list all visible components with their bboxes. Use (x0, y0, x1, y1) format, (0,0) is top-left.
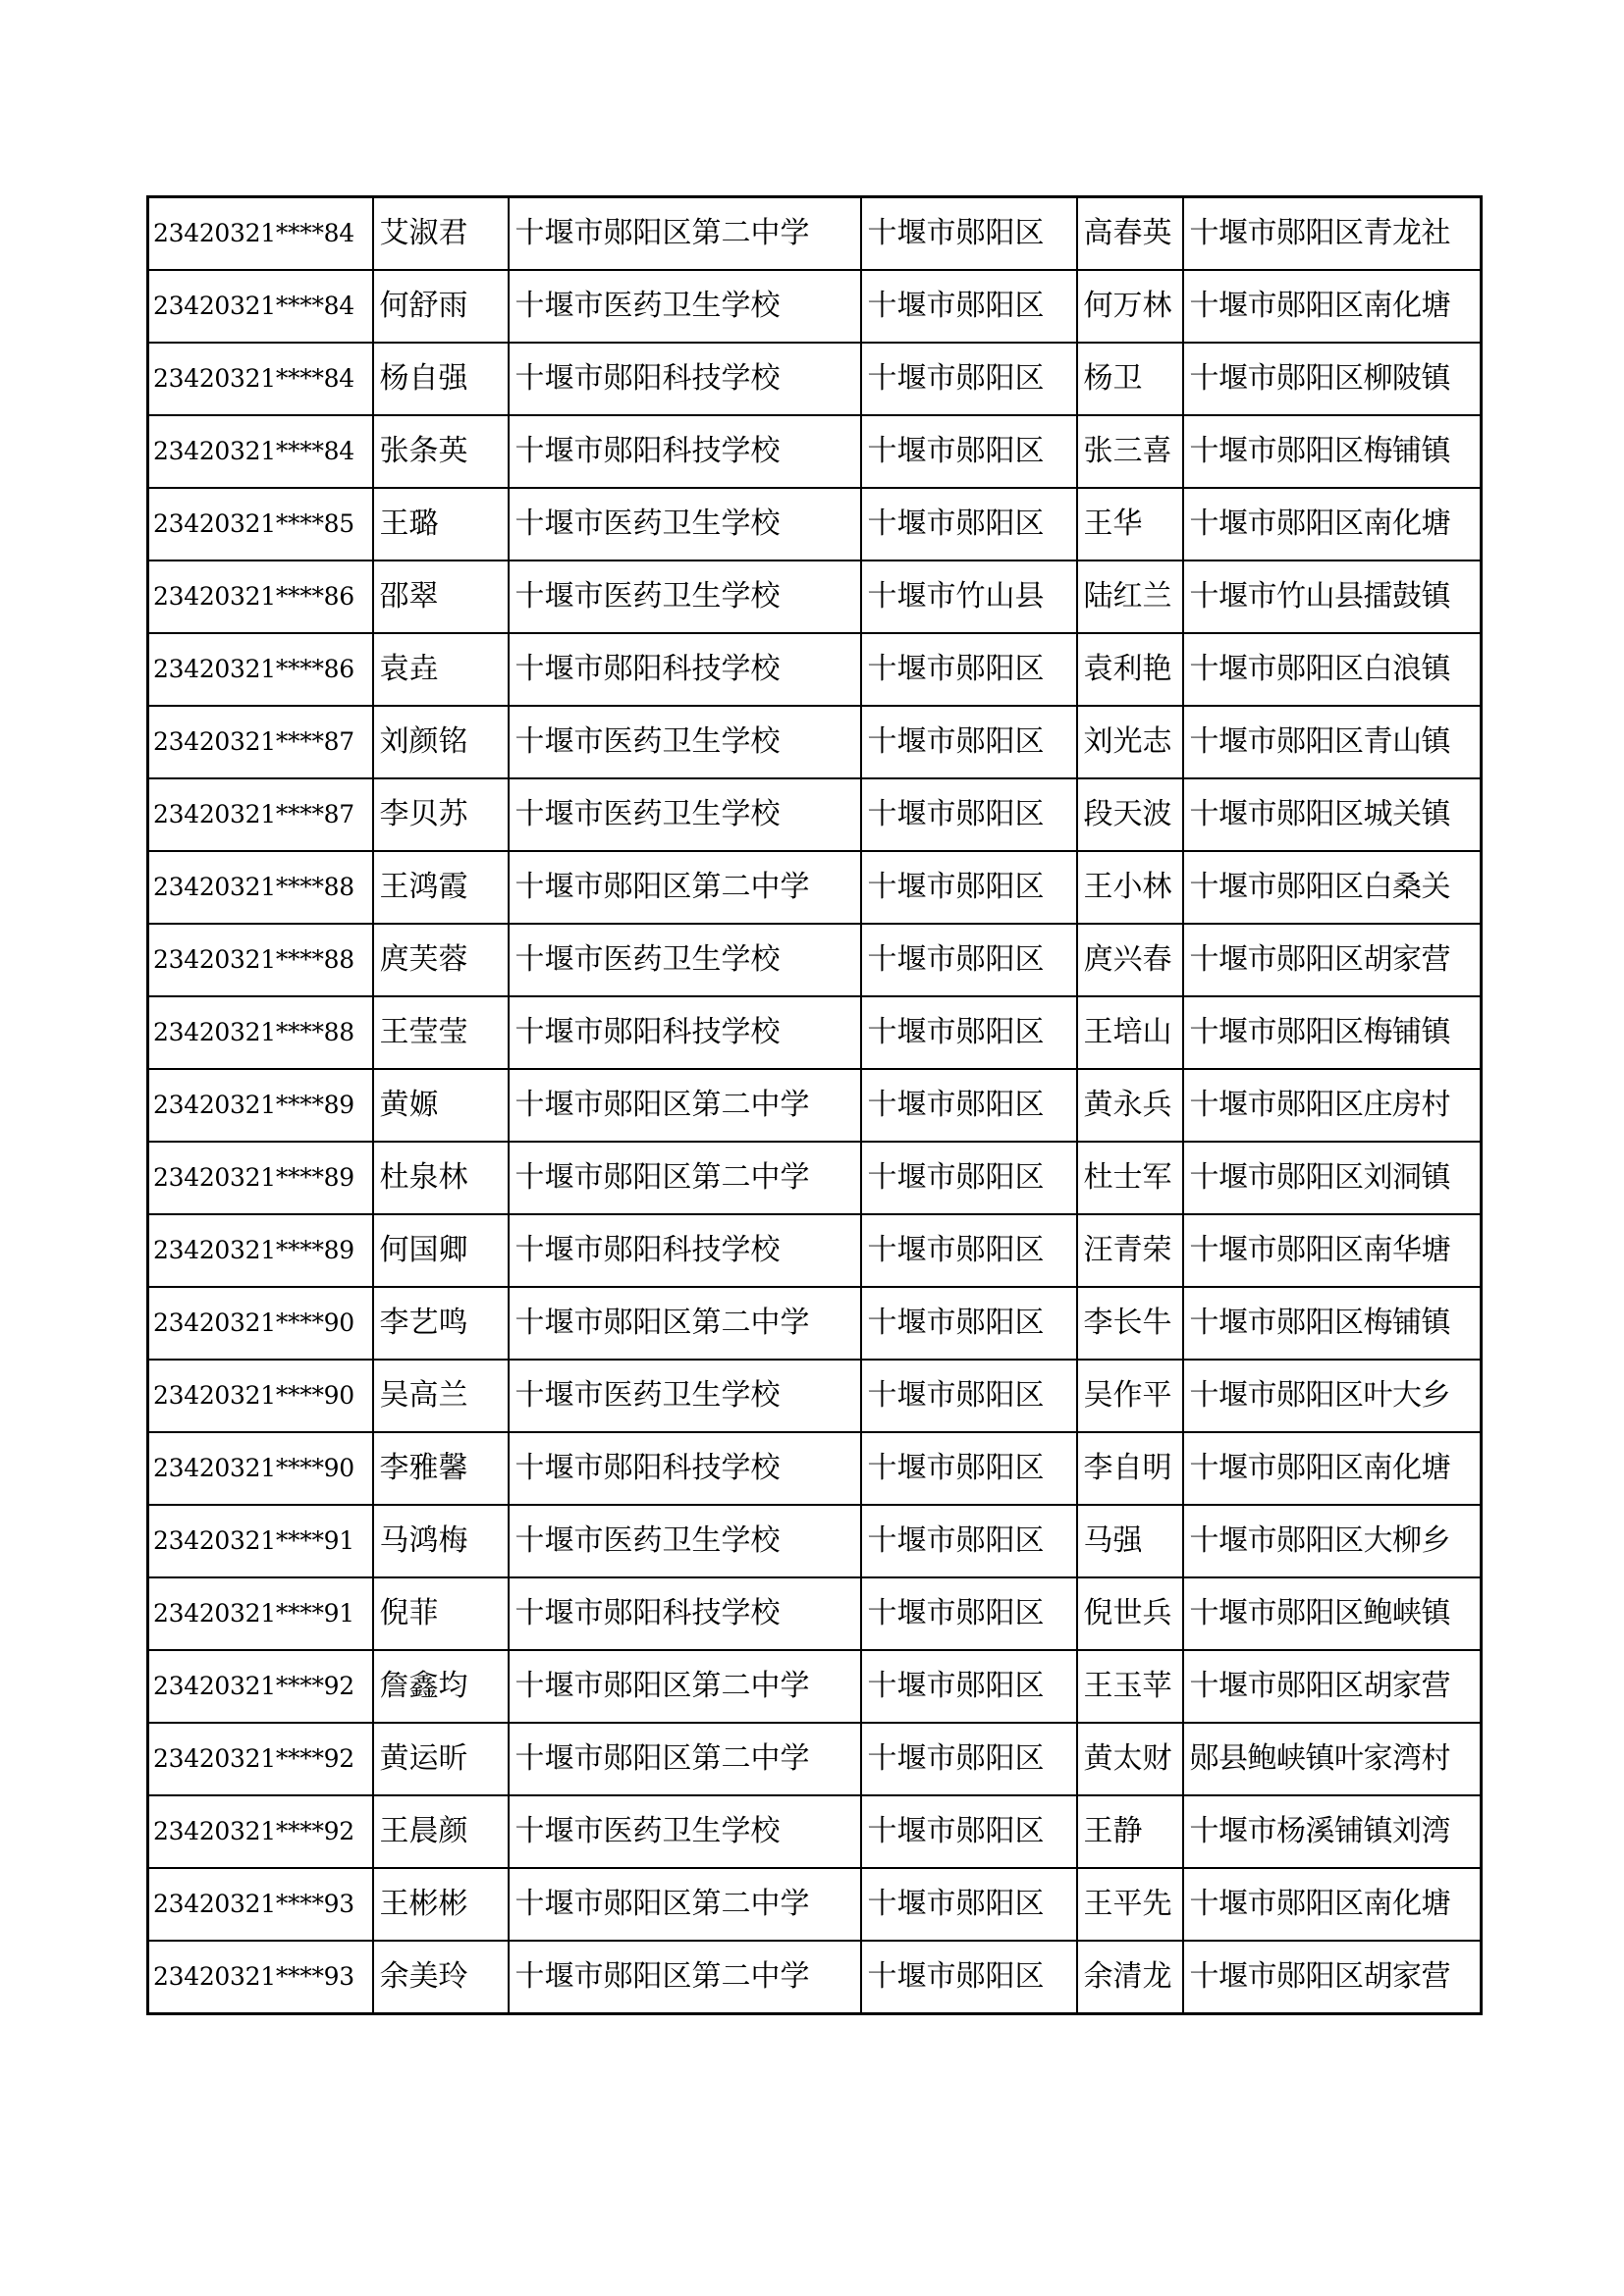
region-cell: 十堰市郧阳区 (861, 851, 1077, 924)
address-cell: 十堰市郧阳区鲍峡镇 (1183, 1577, 1482, 1650)
guardian-name-cell: 王小林 (1077, 851, 1183, 924)
id-number-cell: 23420321****88 (148, 851, 373, 924)
address-cell: 十堰市郧阳区南化塘 (1183, 488, 1482, 561)
table-row (148, 561, 1482, 633)
id-number-cell: 23420321****87 (148, 706, 373, 778)
table-row (148, 633, 1482, 706)
region-cell: 十堰市郧阳区 (861, 1432, 1077, 1505)
student-name-cell: 王莹莹 (373, 996, 509, 1069)
id-number-cell: 23420321****89 (148, 1142, 373, 1214)
region-cell: 十堰市郧阳区 (861, 1868, 1077, 1941)
guardian-name-cell: 段天波 (1077, 778, 1183, 851)
region-cell: 十堰市郧阳区 (861, 1360, 1077, 1432)
student-name-cell: 杜泉林 (373, 1142, 509, 1214)
table-body (148, 197, 1482, 2014)
student-name-cell: 李雅馨 (373, 1432, 509, 1505)
region-cell: 十堰市郧阳区 (861, 1505, 1077, 1577)
guardian-name-cell: 杜士军 (1077, 1142, 1183, 1214)
region-cell: 十堰市郧阳区 (861, 1069, 1077, 1142)
region-cell: 十堰市郧阳区 (861, 1287, 1077, 1360)
region-cell: 十堰市郧阳区 (861, 1723, 1077, 1795)
school-cell: 十堰市郧阳科技学校 (509, 343, 861, 415)
school-cell: 十堰市郧阳区第二中学 (509, 1868, 861, 1941)
school-cell: 十堰市医药卫生学校 (509, 488, 861, 561)
id-number-cell: 23420321****90 (148, 1287, 373, 1360)
id-number-cell: 23420321****89 (148, 1214, 373, 1287)
region-cell: 十堰市郧阳区 (861, 996, 1077, 1069)
student-name-cell: 王晨颜 (373, 1795, 509, 1868)
table-row (148, 343, 1482, 415)
guardian-name-cell: 倪世兵 (1077, 1577, 1183, 1650)
school-cell: 十堰市医药卫生学校 (509, 1505, 861, 1577)
region-cell: 十堰市郧阳区 (861, 1795, 1077, 1868)
student-name-cell: 王鸿霞 (373, 851, 509, 924)
student-name-cell: 杨自强 (373, 343, 509, 415)
address-cell: 十堰市郧阳区胡家营 (1183, 924, 1482, 996)
table-row (148, 1142, 1482, 1214)
school-cell: 十堰市医药卫生学校 (509, 706, 861, 778)
student-name-cell: 庹芙蓉 (373, 924, 509, 996)
school-cell: 十堰市郧阳区第二中学 (509, 197, 861, 271)
student-name-cell: 余美玲 (373, 1941, 509, 2014)
table-row (148, 996, 1482, 1069)
student-name-cell: 詹鑫均 (373, 1650, 509, 1723)
school-cell: 十堰市郧阳科技学校 (509, 1214, 861, 1287)
student-name-cell: 艾淑君 (373, 197, 509, 271)
guardian-name-cell: 王静 (1077, 1795, 1183, 1868)
student-name-cell: 黄嫄 (373, 1069, 509, 1142)
region-cell: 十堰市郧阳区 (861, 778, 1077, 851)
region-cell: 十堰市郧阳区 (861, 924, 1077, 996)
table-row (148, 1577, 1482, 1650)
school-cell: 十堰市郧阳科技学校 (509, 415, 861, 488)
guardian-name-cell: 黄太财 (1077, 1723, 1183, 1795)
address-cell: 十堰市郧阳区白浪镇 (1183, 633, 1482, 706)
school-cell: 十堰市医药卫生学校 (509, 270, 861, 343)
region-cell: 十堰市郧阳区 (861, 1650, 1077, 1723)
region-cell: 十堰市郧阳区 (861, 1941, 1077, 2014)
guardian-name-cell: 王平先 (1077, 1868, 1183, 1941)
table-row (148, 1505, 1482, 1577)
id-number-cell: 23420321****86 (148, 561, 373, 633)
table-row (148, 1650, 1482, 1723)
table-row (148, 706, 1482, 778)
school-cell: 十堰市医药卫生学校 (509, 924, 861, 996)
region-cell: 十堰市郧阳区 (861, 415, 1077, 488)
guardian-name-cell: 王华 (1077, 488, 1183, 561)
address-cell: 十堰市郧阳区城关镇 (1183, 778, 1482, 851)
school-cell: 十堰市郧阳科技学校 (509, 1577, 861, 1650)
address-cell: 十堰市郧阳区叶大乡 (1183, 1360, 1482, 1432)
school-cell: 十堰市郧阳科技学校 (509, 996, 861, 1069)
address-cell: 十堰市郧阳区梅铺镇 (1183, 1287, 1482, 1360)
guardian-name-cell: 马强 (1077, 1505, 1183, 1577)
table-row (148, 924, 1482, 996)
school-cell: 十堰市医药卫生学校 (509, 1360, 861, 1432)
table-row (148, 1941, 1482, 2014)
address-cell: 十堰市郧阳区胡家营 (1183, 1941, 1482, 2014)
region-cell: 十堰市郧阳区 (861, 270, 1077, 343)
id-number-cell: 23420321****84 (148, 343, 373, 415)
address-cell: 十堰市郧阳区青山镇 (1183, 706, 1482, 778)
region-cell: 十堰市郧阳区 (861, 633, 1077, 706)
table-row (148, 1287, 1482, 1360)
table-row (148, 1723, 1482, 1795)
address-cell: 郧县鲍峡镇叶家湾村 (1183, 1723, 1482, 1795)
student-name-cell: 倪菲 (373, 1577, 509, 1650)
table-row (148, 778, 1482, 851)
student-name-cell: 李艺鸣 (373, 1287, 509, 1360)
guardian-name-cell: 张三喜 (1077, 415, 1183, 488)
address-cell: 十堰市郧阳区白桑关 (1183, 851, 1482, 924)
guardian-name-cell: 袁利艳 (1077, 633, 1183, 706)
school-cell: 十堰市郧阳区第二中学 (509, 1287, 861, 1360)
address-cell: 十堰市郧阳区青龙社 (1183, 197, 1482, 271)
table-row (148, 1795, 1482, 1868)
id-number-cell: 23420321****85 (148, 488, 373, 561)
id-number-cell: 23420321****92 (148, 1723, 373, 1795)
address-cell: 十堰市郧阳区柳陂镇 (1183, 343, 1482, 415)
table-row (148, 1868, 1482, 1941)
student-name-cell: 刘颜铭 (373, 706, 509, 778)
table-row (148, 1432, 1482, 1505)
school-cell: 十堰市郧阳区第二中学 (509, 851, 861, 924)
address-cell: 十堰市郧阳区南化塘 (1183, 1868, 1482, 1941)
address-cell: 十堰市郧阳区梅铺镇 (1183, 996, 1482, 1069)
table-row (148, 1214, 1482, 1287)
region-cell: 十堰市郧阳区 (861, 706, 1077, 778)
guardian-name-cell: 王玉苹 (1077, 1650, 1183, 1723)
region-cell: 十堰市郧阳区 (861, 1577, 1077, 1650)
address-cell: 十堰市郧阳区庄房村 (1183, 1069, 1482, 1142)
guardian-name-cell: 吴作平 (1077, 1360, 1183, 1432)
id-number-cell: 23420321****91 (148, 1577, 373, 1650)
table-row (148, 197, 1482, 271)
id-number-cell: 23420321****84 (148, 197, 373, 271)
table-row (148, 851, 1482, 924)
student-name-cell: 李贝苏 (373, 778, 509, 851)
guardian-name-cell: 高春英 (1077, 197, 1183, 271)
address-cell: 十堰市郧阳区大柳乡 (1183, 1505, 1482, 1577)
id-number-cell: 23420321****90 (148, 1360, 373, 1432)
student-name-cell: 何舒雨 (373, 270, 509, 343)
region-cell: 十堰市郧阳区 (861, 488, 1077, 561)
address-cell: 十堰市郧阳区南化塘 (1183, 270, 1482, 343)
address-cell: 十堰市郧阳区南华塘 (1183, 1214, 1482, 1287)
region-cell: 十堰市郧阳区 (861, 1142, 1077, 1214)
id-number-cell: 23420321****93 (148, 1941, 373, 2014)
guardian-name-cell: 李长牛 (1077, 1287, 1183, 1360)
student-name-cell: 袁垚 (373, 633, 509, 706)
student-name-cell: 张条英 (373, 415, 509, 488)
guardian-name-cell: 杨卫 (1077, 343, 1183, 415)
address-cell: 十堰市杨溪铺镇刘湾 (1183, 1795, 1482, 1868)
school-cell: 十堰市郧阳科技学校 (509, 633, 861, 706)
school-cell: 十堰市医药卫生学校 (509, 778, 861, 851)
student-name-cell: 王璐 (373, 488, 509, 561)
guardian-name-cell: 刘光志 (1077, 706, 1183, 778)
region-cell: 十堰市郧阳区 (861, 343, 1077, 415)
guardian-name-cell: 何万林 (1077, 270, 1183, 343)
school-cell: 十堰市郧阳区第二中学 (509, 1069, 861, 1142)
id-number-cell: 23420321****90 (148, 1432, 373, 1505)
guardian-name-cell: 汪青荣 (1077, 1214, 1183, 1287)
student-name-cell: 王彬彬 (373, 1868, 509, 1941)
region-cell: 十堰市郧阳区 (861, 1214, 1077, 1287)
id-number-cell: 23420321****87 (148, 778, 373, 851)
id-number-cell: 23420321****88 (148, 924, 373, 996)
id-number-cell: 23420321****92 (148, 1650, 373, 1723)
school-cell: 十堰市郧阳区第二中学 (509, 1723, 861, 1795)
id-number-cell: 23420321****91 (148, 1505, 373, 1577)
student-name-cell: 邵翠 (373, 561, 509, 633)
student-name-cell: 吴高兰 (373, 1360, 509, 1432)
table-row (148, 270, 1482, 343)
guardian-name-cell: 黄永兵 (1077, 1069, 1183, 1142)
school-cell: 十堰市郧阳科技学校 (509, 1432, 861, 1505)
address-cell: 十堰市竹山县擂鼓镇 (1183, 561, 1482, 633)
id-number-cell: 23420321****86 (148, 633, 373, 706)
id-number-cell: 23420321****84 (148, 415, 373, 488)
table-row (148, 415, 1482, 488)
guardian-name-cell: 余清龙 (1077, 1941, 1183, 2014)
table-row (148, 1360, 1482, 1432)
id-number-cell: 23420321****93 (148, 1868, 373, 1941)
id-number-cell: 23420321****89 (148, 1069, 373, 1142)
table-row (148, 488, 1482, 561)
region-cell: 十堰市竹山县 (861, 561, 1077, 633)
address-cell: 十堰市郧阳区刘洞镇 (1183, 1142, 1482, 1214)
guardian-name-cell: 庹兴春 (1077, 924, 1183, 996)
region-cell: 十堰市郧阳区 (861, 197, 1077, 271)
address-cell: 十堰市郧阳区胡家营 (1183, 1650, 1482, 1723)
school-cell: 十堰市郧阳区第二中学 (509, 1941, 861, 2014)
school-cell: 十堰市郧阳区第二中学 (509, 1142, 861, 1214)
school-cell: 十堰市医药卫生学校 (509, 1795, 861, 1868)
guardian-name-cell: 陆红兰 (1077, 561, 1183, 633)
student-name-cell: 马鸿梅 (373, 1505, 509, 1577)
school-cell: 十堰市郧阳区第二中学 (509, 1650, 861, 1723)
id-number-cell: 23420321****88 (148, 996, 373, 1069)
student-name-cell: 何国卿 (373, 1214, 509, 1287)
guardian-name-cell: 李自明 (1077, 1432, 1183, 1505)
address-cell: 十堰市郧阳区南化塘 (1183, 1432, 1482, 1505)
id-number-cell: 23420321****92 (148, 1795, 373, 1868)
student-name-cell: 黄运昕 (373, 1723, 509, 1795)
id-number-cell: 23420321****84 (148, 270, 373, 343)
table-row (148, 1069, 1482, 1142)
student-aid-table (146, 195, 1483, 2015)
address-cell: 十堰市郧阳区梅铺镇 (1183, 415, 1482, 488)
school-cell: 十堰市医药卫生学校 (509, 561, 861, 633)
guardian-name-cell: 王培山 (1077, 996, 1183, 1069)
